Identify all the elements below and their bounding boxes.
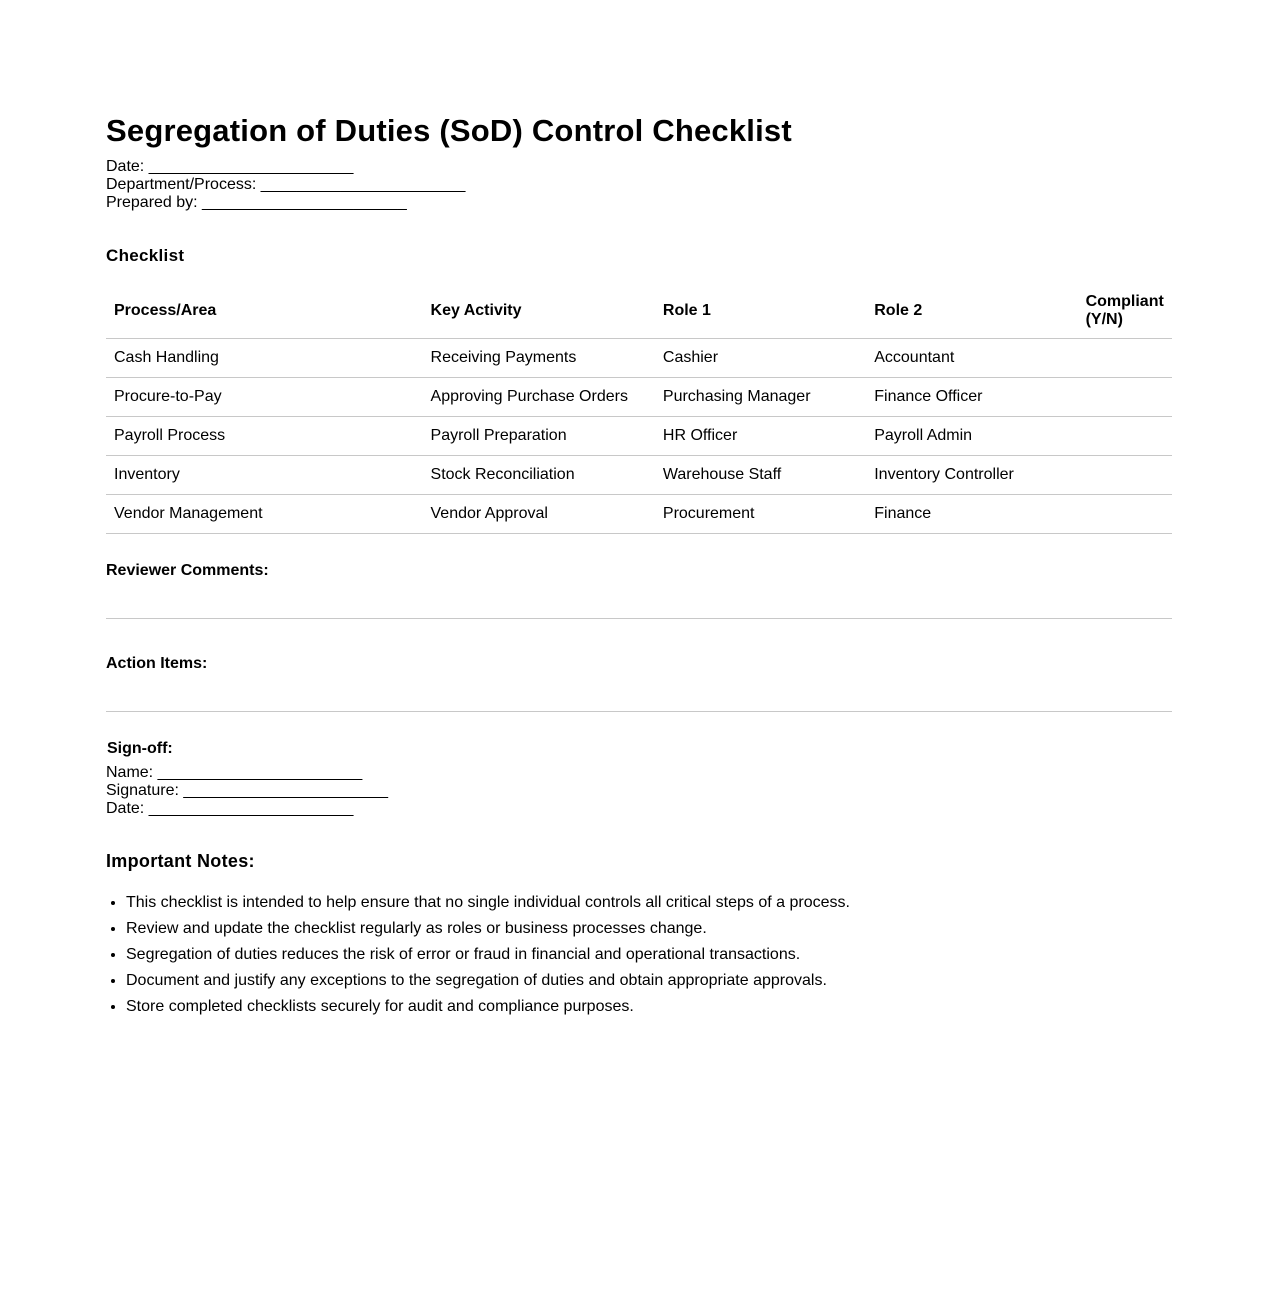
column-header-process: Process/Area xyxy=(106,284,423,339)
cell-role2: Accountant xyxy=(866,339,1077,378)
list-item: • Document and justify any exceptions to the segregation of duties and obtain appropriate approvals. xyxy=(126,968,1172,994)
cell-role2: Payroll Admin xyxy=(866,417,1077,456)
cell-compliant xyxy=(1078,495,1172,534)
cell-activity: Payroll Preparation xyxy=(423,417,655,456)
table-row xyxy=(106,339,1172,378)
table-row xyxy=(106,378,1172,417)
reviewer-comments-label: Reviewer Comments: xyxy=(106,562,269,579)
cell-role1: Purchasing Manager xyxy=(655,378,866,417)
cell-role1: HR Officer xyxy=(655,417,866,456)
signoff-name-field: Name: _______________________ xyxy=(106,764,363,781)
cell-activity: Stock Reconciliation xyxy=(423,456,655,495)
list-item: • Review and update the checklist regularly as roles or business processes change. xyxy=(126,916,1172,942)
cell-activity: Receiving Payments xyxy=(423,339,655,378)
column-header-role2: Role 2 xyxy=(866,284,1077,339)
notes-heading: Important Notes: xyxy=(106,851,255,871)
cell-process: Inventory xyxy=(106,456,423,495)
signoff-label: Sign-off: xyxy=(107,740,173,757)
cell-compliant xyxy=(1078,456,1172,495)
cell-role2: Finance Officer xyxy=(866,378,1077,417)
cell-role2: Finance xyxy=(866,495,1077,534)
notes-list xyxy=(106,890,1172,1020)
reviewer-comments-area[interactable] xyxy=(106,580,1172,619)
cell-process: Procure-to-Pay xyxy=(106,378,423,417)
column-header-activity: Key Activity xyxy=(423,284,655,339)
cell-compliant xyxy=(1078,378,1172,417)
signoff-signature-field: Signature: _______________________ xyxy=(106,782,389,799)
signoff-date-field: Date: _______________________ xyxy=(106,800,354,817)
column-header-compliant: Compliant (Y/N) xyxy=(1078,284,1172,339)
action-items-area[interactable] xyxy=(106,673,1172,712)
cell-role1: Procurement xyxy=(655,495,866,534)
table-row xyxy=(106,417,1172,456)
list-item: • This checklist is intended to help ensure that no single individual controls all critical steps of a process. xyxy=(126,890,1172,916)
cell-activity: Vendor Approval xyxy=(423,495,655,534)
cell-process: Vendor Management xyxy=(106,495,423,534)
checklist-heading: Checklist xyxy=(106,246,185,265)
list-item: • Segregation of duties reduces the risk of error or fraud in financial and operational transactions. xyxy=(126,942,1172,968)
checklist-table xyxy=(106,284,1172,534)
table-row xyxy=(106,495,1172,534)
table-header-row xyxy=(106,284,1172,339)
cell-compliant xyxy=(1078,339,1172,378)
cell-process: Cash Handling xyxy=(106,339,423,378)
meta-block xyxy=(106,158,1172,212)
table-row xyxy=(106,456,1172,495)
cell-process: Payroll Process xyxy=(106,417,423,456)
list-item: • Store completed checklists securely for audit and compliance purposes. xyxy=(126,994,1172,1020)
document xyxy=(106,110,1172,1020)
cell-role2: Inventory Controller xyxy=(866,456,1077,495)
date-field: Date: _______________________ xyxy=(106,158,354,175)
cell-activity: Approving Purchase Orders xyxy=(423,378,655,417)
cell-compliant xyxy=(1078,417,1172,456)
page-title: Segregation of Duties (SoD) Control Checklist xyxy=(106,113,792,148)
column-header-role1: Role 1 xyxy=(655,284,866,339)
prepared-by-field: Prepared by: _______________________ xyxy=(106,194,407,211)
signoff-block xyxy=(106,764,1172,818)
action-items-label: Action Items: xyxy=(106,655,208,672)
department-field: Department/Process: _______________________ xyxy=(106,176,466,193)
cell-role1: Warehouse Staff xyxy=(655,456,866,495)
cell-role1: Cashier xyxy=(655,339,866,378)
